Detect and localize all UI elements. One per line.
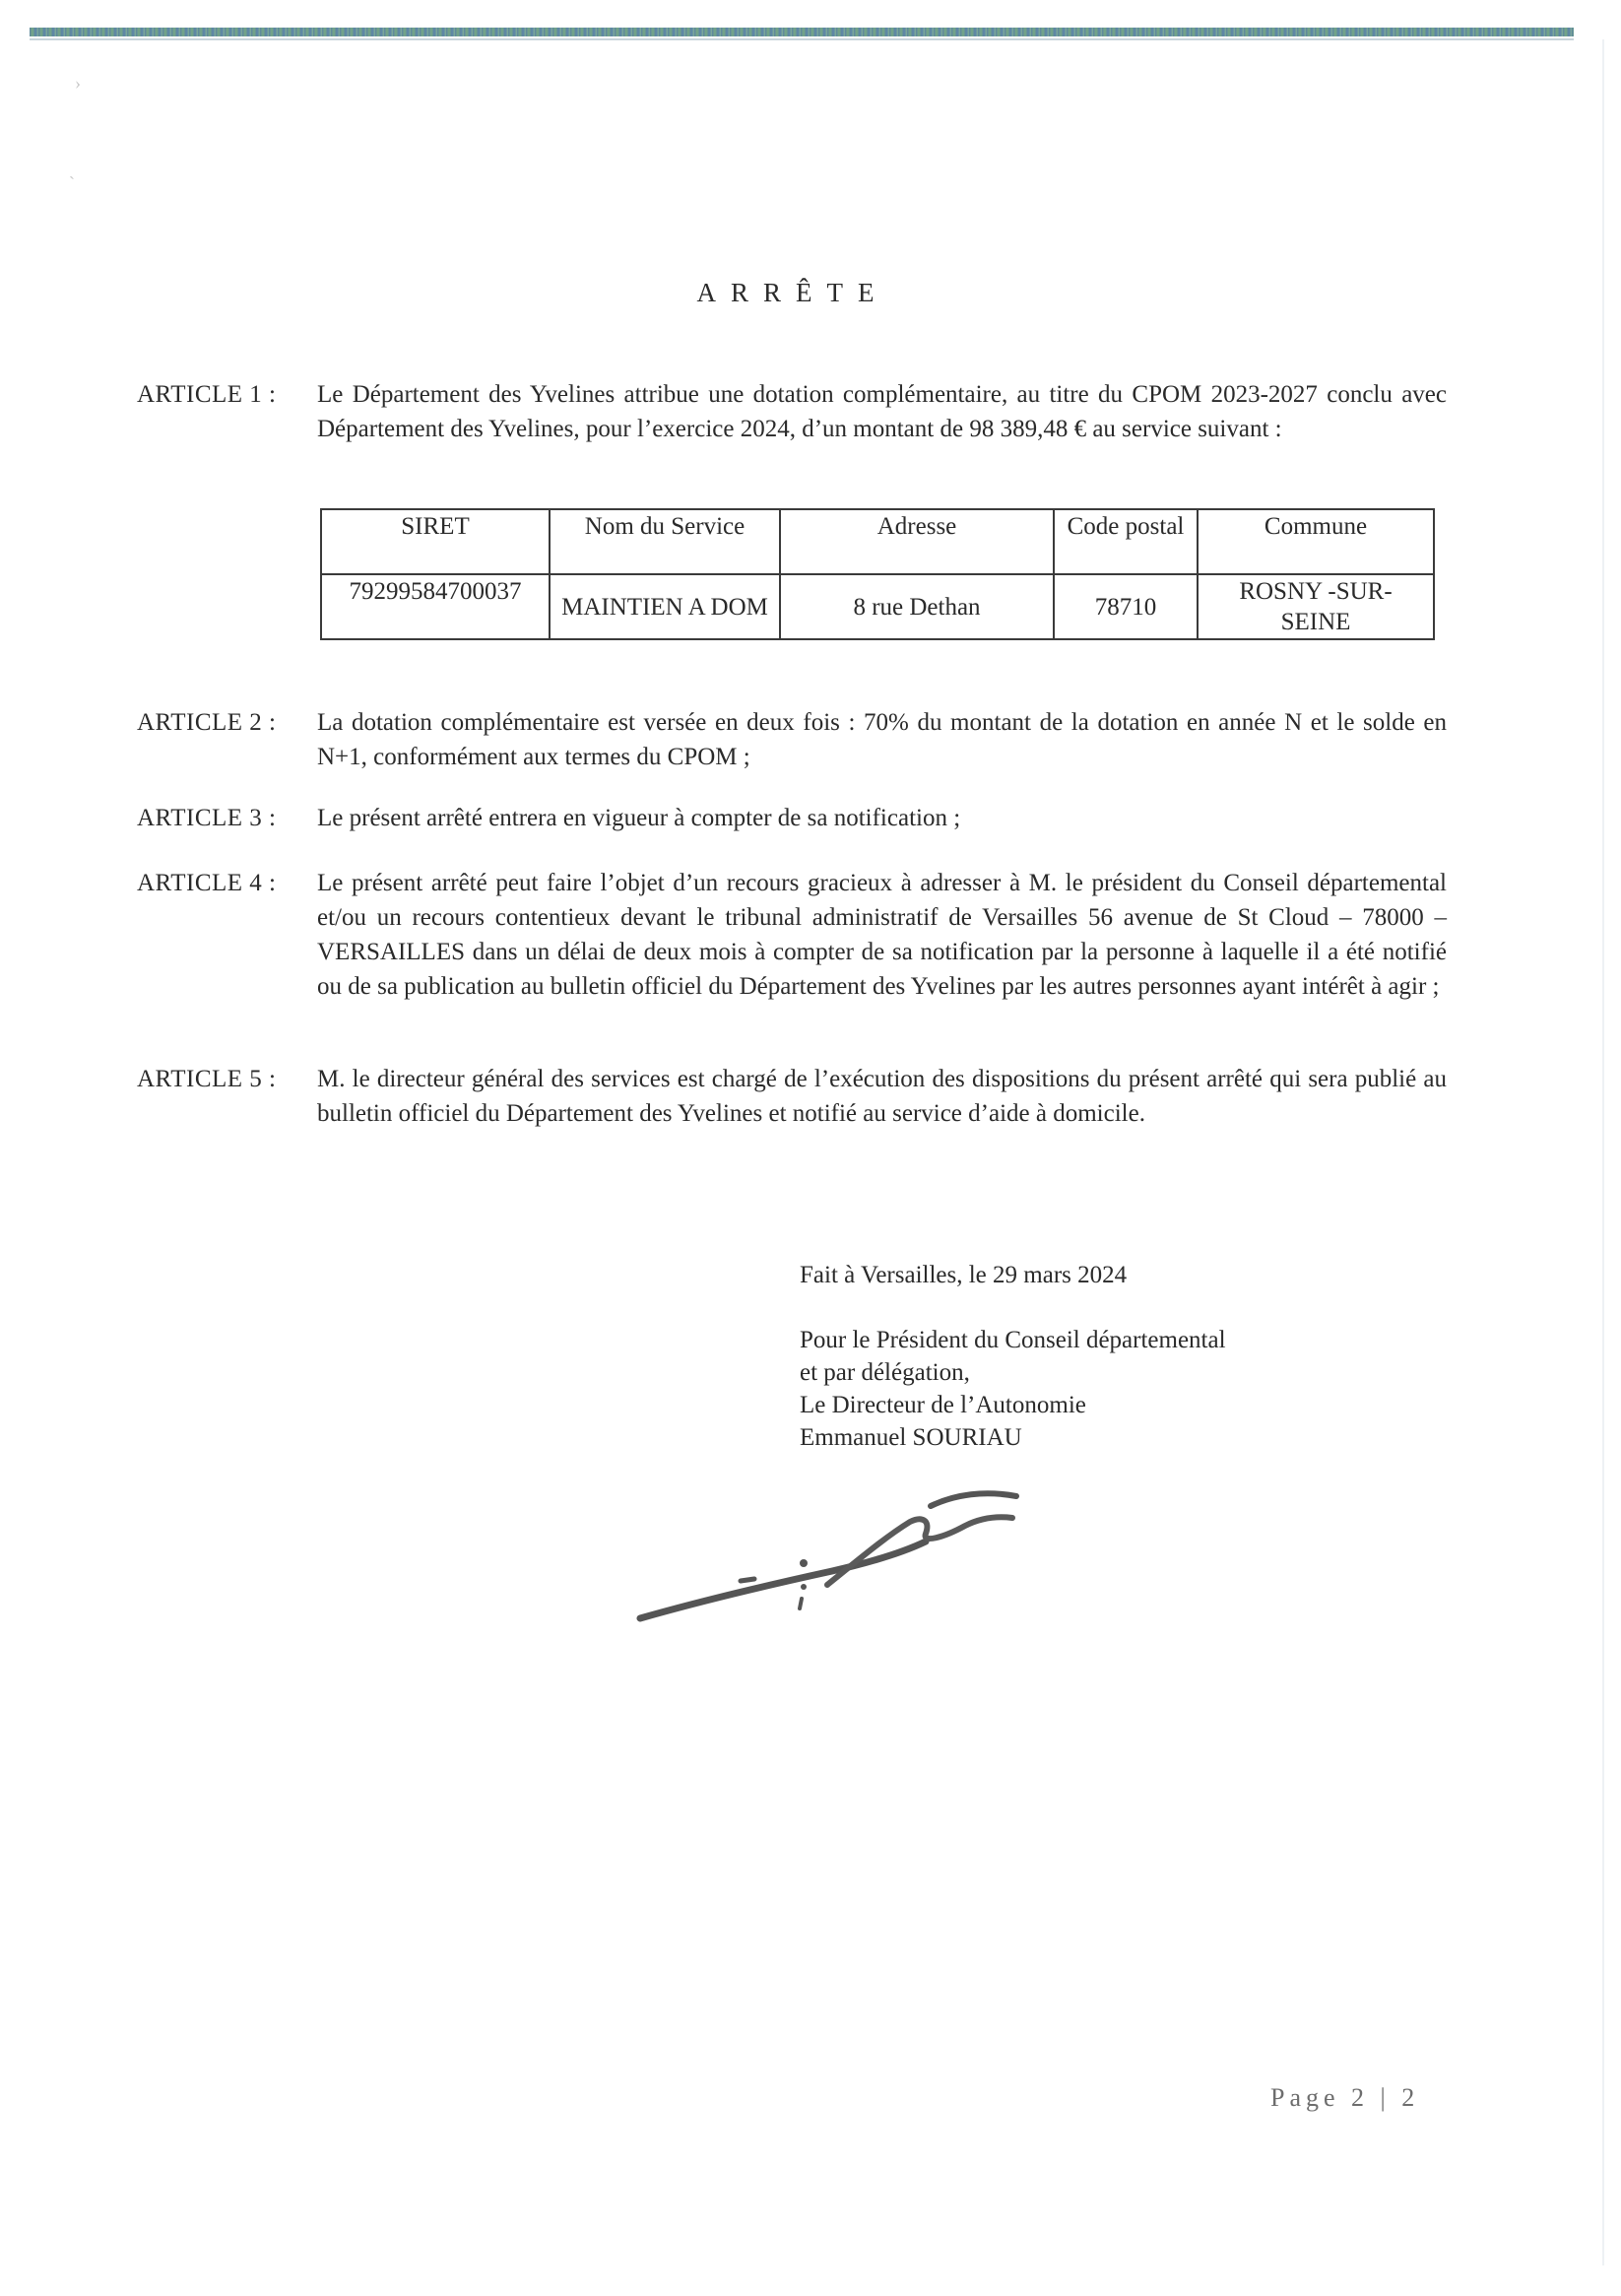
article-text: La dotation complémentaire est versée en deux fois : 70% du montant de la dotation en année N et le solde en N+1, conformément aux termes du CPOM ; — [317, 709, 1447, 770]
table-header-cell: Adresse — [780, 509, 1054, 574]
scan-mark: ˏ — [69, 160, 75, 179]
signatory-line: Pour le Président du Conseil départemental — [800, 1327, 1226, 1353]
article-text: Le Département des Yvelines attribue une dotation complémentaire, au titre du CPOM 2023-2027 conclu avec Département des Yvelines, pour l’exercice 2024, d’un montant de 98 389,48 € au service suivant : — [317, 381, 1447, 442]
table-cell-service: MAINTIEN A DOM — [550, 574, 780, 639]
place-date: Fait à Versailles, le 29 mars 2024 — [800, 1262, 1128, 1288]
article-label: ARTICLE 4 : — [137, 870, 277, 896]
document-title: ARRÊTE — [696, 278, 889, 307]
table-header-cell: Commune — [1198, 509, 1434, 574]
table-cell-postal-code: 78710 — [1054, 574, 1198, 639]
table-cell-siret: 79299584700037 — [321, 574, 550, 639]
signatory-name: Emmanuel SOURIAU — [800, 1424, 1022, 1451]
header-rule-shadow — [30, 38, 1574, 40]
article-text: Le présent arrêté peut faire l’objet d’un recours gracieux à adresser à M. le président du Conseil départemental et/ou un recours contentieux devant le tribunal administratif de Versailles 56 avenue de St Cloud – 78000 – VERSAILLES dans un délai de deux mois à compter de sa notification par la personne à laquelle il a été notifié ou de sa publication au bulletin officiel du Département des Yvelines par les autres personnes ayant intérêt à agir ; — [317, 870, 1447, 1000]
scan-edge-line — [1602, 39, 1604, 2265]
signatory-block — [800, 1324, 1391, 1454]
table-header-cell: SIRET — [321, 509, 550, 574]
scan-mark: › — [75, 73, 81, 93]
page-number: Page 2 | 2 — [1270, 2083, 1420, 2112]
table-cell-commune: ROSNY -SUR-SEINE — [1198, 574, 1434, 639]
table-header-cell: Code postal — [1054, 509, 1198, 574]
article-1 — [137, 377, 1447, 446]
article-label: ARTICLE 5 : — [137, 1066, 277, 1092]
table-row — [321, 574, 1434, 639]
article-2 — [137, 705, 1447, 774]
service-table — [320, 508, 1435, 640]
signatory-line: et par délégation, — [800, 1359, 970, 1386]
article-label: ARTICLE 3 : — [137, 805, 277, 831]
table-header-row — [321, 509, 1434, 574]
table-cell-address: 8 rue Dethan — [780, 574, 1054, 639]
table-header-cell: Nom du Service — [550, 509, 780, 574]
article-4 — [137, 866, 1447, 1004]
signatory-line: Le Directeur de l’Autonomie — [800, 1392, 1086, 1418]
article-label: ARTICLE 2 : — [137, 709, 277, 736]
header-rule — [30, 28, 1574, 36]
article-5 — [137, 1062, 1447, 1131]
handwritten-signature — [630, 1482, 1044, 1650]
article-text: Le présent arrêté entrera en vigueur à compter de sa notification ; — [317, 805, 961, 831]
article-3 — [137, 801, 1447, 835]
article-text: M. le directeur général des services est chargé de l’exécution des dispositions du présent arrêté qui sera publié au bulletin officiel du Département des Yvelines et notifié au service d’aide à domicile. — [317, 1066, 1447, 1127]
article-label: ARTICLE 1 : — [137, 381, 277, 408]
